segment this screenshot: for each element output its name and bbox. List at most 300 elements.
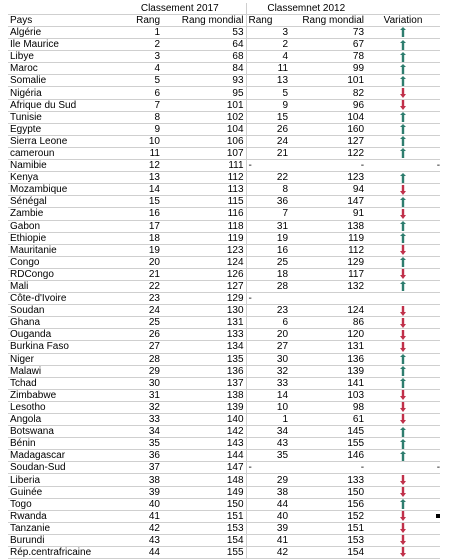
rang-mondial-2017-cell: 154 — [162, 534, 246, 546]
rang-mondial-2012-cell: 103 — [290, 389, 366, 401]
arrow-up-icon — [400, 76, 406, 86]
rang-mondial-2017-cell: 115 — [162, 196, 246, 208]
country-cell: Egypte — [8, 123, 114, 135]
country-cell: Tunisie — [8, 111, 114, 123]
country-cell: Tchad — [8, 377, 114, 389]
table-row — [8, 522, 440, 534]
variation-cell — [366, 147, 440, 159]
variation-cell — [366, 341, 440, 353]
rang-mondial-2012-cell: 141 — [290, 377, 366, 389]
variation-cell — [366, 196, 440, 208]
rang-mondial-2017-cell: 130 — [162, 305, 246, 317]
rang-mondial-2017-cell: 124 — [162, 256, 246, 268]
table-row — [8, 256, 440, 268]
rang-mondial-2012-cell: 139 — [290, 365, 366, 377]
rang-2017-cell: 14 — [114, 184, 162, 196]
table-row — [8, 317, 440, 329]
rang-mondial-2017-cell: 53 — [162, 27, 246, 39]
rang-mondial-2017-cell: 112 — [162, 172, 246, 184]
country-cell: Gabon — [8, 220, 114, 232]
arrow-up-icon — [400, 173, 406, 183]
rang-mondial-2012-cell: 101 — [290, 75, 366, 87]
rang-2017-cell: 39 — [114, 486, 162, 498]
country-cell: Sierra Leone — [8, 135, 114, 147]
rang-2012-cell: 35 — [246, 450, 290, 462]
rang-mondial-2012-cell: 150 — [290, 486, 366, 498]
table-row — [8, 474, 440, 486]
rang-mondial-2012-cell: 98 — [290, 401, 366, 413]
rang-mondial-2012-cell: 138 — [290, 220, 366, 232]
rang-mondial-2017-cell: 133 — [162, 329, 246, 341]
arrow-up-icon — [400, 281, 406, 291]
rang-mondial-2017-cell: 148 — [162, 474, 246, 486]
ranking-table — [8, 3, 440, 559]
table-row — [8, 39, 440, 51]
rang-mondial-2017-cell: 138 — [162, 389, 246, 401]
arrow-up-icon — [400, 439, 406, 449]
rang-mondial-2012-cell: 122 — [290, 147, 366, 159]
country-cell: Tanzanie — [8, 522, 114, 534]
rang-mondial-2017-cell: 64 — [162, 39, 246, 51]
variation-cell — [366, 547, 440, 559]
country-cell: Mali — [8, 280, 114, 292]
header-rang-2017: Rang — [114, 15, 162, 27]
rang-mondial-2017-cell: 131 — [162, 317, 246, 329]
rang-mondial-2017-cell: 139 — [162, 401, 246, 413]
variation-cell — [366, 329, 440, 341]
country-cell: Rwanda — [8, 510, 114, 522]
arrow-up-icon — [400, 378, 406, 388]
rang-mondial-2017-cell: 68 — [162, 51, 246, 63]
table-row — [8, 498, 440, 510]
rang-2017-cell: 16 — [114, 208, 162, 220]
arrow-down-icon — [400, 245, 406, 255]
rang-mondial-2012-cell: 132 — [290, 280, 366, 292]
rang-mondial-2017-cell: 95 — [162, 87, 246, 99]
rang-mondial-2017-cell: 135 — [162, 353, 246, 365]
table-row — [8, 280, 440, 292]
country-cell: Zimbabwe — [8, 389, 114, 401]
rang-mondial-2012-cell: 131 — [290, 341, 366, 353]
variation-cell — [366, 293, 440, 305]
country-cell: Libye — [8, 51, 114, 63]
country-cell: Angola — [8, 414, 114, 426]
country-cell: Liberia — [8, 474, 114, 486]
rang-2017-cell: 11 — [114, 147, 162, 159]
rang-2017-cell: 13 — [114, 172, 162, 184]
rang-mondial-2017-cell: 119 — [162, 232, 246, 244]
variation-cell — [366, 498, 440, 510]
corner-mark — [436, 514, 440, 518]
table-row — [8, 160, 440, 172]
table-row — [8, 123, 440, 135]
rang-2017-cell: 30 — [114, 377, 162, 389]
rang-mondial-2017-cell: 136 — [162, 365, 246, 377]
rang-mondial-2012-cell: 86 — [290, 317, 366, 329]
country-cell: Malawi — [8, 365, 114, 377]
arrow-up-icon — [400, 112, 406, 122]
rang-mondial-2012-cell: 123 — [290, 172, 366, 184]
table-row — [8, 401, 440, 413]
rang-2017-cell: 6 — [114, 87, 162, 99]
table-row — [8, 27, 440, 39]
rang-2017-cell: 21 — [114, 268, 162, 280]
table-row — [8, 293, 440, 305]
rang-2012-cell: 2 — [246, 39, 290, 51]
country-cell: Ethiopie — [8, 232, 114, 244]
country-cell: Maroc — [8, 63, 114, 75]
arrow-up-icon — [400, 148, 406, 158]
rang-2012-cell: - — [246, 160, 290, 172]
rang-mondial-2017-cell: 106 — [162, 135, 246, 147]
table-row — [8, 232, 440, 244]
rang-2012-cell: 25 — [246, 256, 290, 268]
rang-2012-cell: 43 — [246, 438, 290, 450]
rang-2017-cell: 32 — [114, 401, 162, 413]
rang-2012-cell: 10 — [246, 401, 290, 413]
rang-2012-cell: 32 — [246, 365, 290, 377]
rang-2017-cell: 2 — [114, 39, 162, 51]
rang-mondial-2017-cell: 126 — [162, 268, 246, 280]
variation-cell — [366, 317, 440, 329]
variation-cell — [366, 75, 440, 87]
rang-2017-cell: 38 — [114, 474, 162, 486]
rang-2017-cell: 31 — [114, 389, 162, 401]
rang-2012-cell: 41 — [246, 534, 290, 546]
rang-2012-cell: 28 — [246, 280, 290, 292]
variation-cell — [366, 87, 440, 99]
country-cell: Ouganda — [8, 329, 114, 341]
rang-mondial-2017-cell: 104 — [162, 123, 246, 135]
rang-2012-cell: 1 — [246, 414, 290, 426]
rang-2012-cell: 19 — [246, 232, 290, 244]
rang-2017-cell: 17 — [114, 220, 162, 232]
header-empty-cell — [8, 3, 114, 15]
rang-2017-cell: 12 — [114, 160, 162, 172]
rang-2012-cell: 42 — [246, 547, 290, 559]
country-cell: Kenya — [8, 172, 114, 184]
rang-2012-cell: 11 — [246, 63, 290, 75]
country-cell: Côte-d'Ivoire — [8, 293, 114, 305]
table-row — [8, 438, 440, 450]
rang-mondial-2012-cell: 94 — [290, 184, 366, 196]
table-row — [8, 462, 440, 474]
variation-cell — [366, 51, 440, 63]
table-row — [8, 63, 440, 75]
rang-mondial-2017-cell: 129 — [162, 293, 246, 305]
rang-2012-cell: - — [246, 293, 290, 305]
country-cell: Zambie — [8, 208, 114, 220]
variation-cell — [366, 377, 440, 389]
rang-mondial-2017-cell: 140 — [162, 414, 246, 426]
country-cell: Soudan — [8, 305, 114, 317]
variation-cell — [366, 534, 440, 546]
arrow-down-icon — [400, 209, 406, 219]
table-row — [8, 196, 440, 208]
rang-mondial-2012-cell: 104 — [290, 111, 366, 123]
country-cell: Nigéria — [8, 87, 114, 99]
arrow-down-icon — [400, 390, 406, 400]
rang-mondial-2012-cell: 127 — [290, 135, 366, 147]
rang-2012-cell: - — [246, 462, 290, 474]
rang-mondial-2017-cell: 151 — [162, 510, 246, 522]
arrow-down-icon — [400, 402, 406, 412]
country-cell: Guinée — [8, 486, 114, 498]
rang-2012-cell: 26 — [246, 123, 290, 135]
rang-mondial-2017-cell: 155 — [162, 547, 246, 559]
rang-2012-cell: 39 — [246, 522, 290, 534]
rang-mondial-2012-cell: 91 — [290, 208, 366, 220]
rang-mondial-2012-cell: 136 — [290, 353, 366, 365]
country-cell: Madagascar — [8, 450, 114, 462]
country-cell: Botswana — [8, 426, 114, 438]
rang-2012-cell: 23 — [246, 305, 290, 317]
arrow-up-icon — [400, 27, 406, 37]
variation-cell — [366, 268, 440, 280]
variation-cell — [366, 244, 440, 256]
rang-2017-cell: 36 — [114, 450, 162, 462]
country-cell: Burkina Faso — [8, 341, 114, 353]
rang-mondial-2012-cell: - — [290, 160, 366, 172]
rang-mondial-2017-cell: 116 — [162, 208, 246, 220]
rang-2012-cell: 38 — [246, 486, 290, 498]
country-cell: Somalie — [8, 75, 114, 87]
arrow-down-icon — [400, 475, 406, 485]
rang-mondial-2017-cell: 149 — [162, 486, 246, 498]
country-cell: Sénégal — [8, 196, 114, 208]
country-cell: Mauritanie — [8, 244, 114, 256]
variation-cell — [366, 522, 440, 534]
country-cell: Lesotho — [8, 401, 114, 413]
arrow-down-icon — [400, 88, 406, 98]
variation-cell — [366, 184, 440, 196]
table-row — [8, 329, 440, 341]
rang-2012-cell: 13 — [246, 75, 290, 87]
arrow-down-icon — [400, 306, 406, 316]
rang-2012-cell: 27 — [246, 341, 290, 353]
arrow-down-icon — [400, 269, 406, 279]
variation-cell — [366, 63, 440, 75]
rang-2012-cell: 6 — [246, 317, 290, 329]
rang-mondial-2017-cell: 111 — [162, 160, 246, 172]
rang-2012-cell: 40 — [246, 510, 290, 522]
table-row — [8, 377, 440, 389]
rang-2017-cell: 33 — [114, 414, 162, 426]
arrow-down-icon — [400, 547, 406, 557]
rang-mondial-2017-cell: 113 — [162, 184, 246, 196]
rang-2012-cell: 22 — [246, 172, 290, 184]
rang-2012-cell: 15 — [246, 111, 290, 123]
arrow-up-icon — [400, 124, 406, 134]
country-cell: RDCongo — [8, 268, 114, 280]
arrow-down-icon — [400, 414, 406, 424]
header-variation: Variation — [366, 15, 440, 27]
table-row — [8, 75, 440, 87]
country-cell: cameroun — [8, 147, 114, 159]
rang-mondial-2012-cell: 155 — [290, 438, 366, 450]
rang-mondial-2012-cell: 67 — [290, 39, 366, 51]
country-cell: Burundi — [8, 534, 114, 546]
rang-mondial-2017-cell: 144 — [162, 450, 246, 462]
rang-mondial-2012-cell: 129 — [290, 256, 366, 268]
rang-mondial-2017-cell: 93 — [162, 75, 246, 87]
rang-2012-cell: 44 — [246, 498, 290, 510]
variation-cell — [366, 353, 440, 365]
rang-mondial-2012-cell: 151 — [290, 522, 366, 534]
variation-cell — [366, 486, 440, 498]
rang-mondial-2012-cell: 154 — [290, 547, 366, 559]
table-row — [8, 87, 440, 99]
rang-2017-cell: 26 — [114, 329, 162, 341]
rang-2012-cell: 9 — [246, 99, 290, 111]
rang-mondial-2017-cell: 101 — [162, 99, 246, 111]
table-row — [8, 51, 440, 63]
variation-cell — [366, 220, 440, 232]
variation-cell — [366, 172, 440, 184]
rang-mondial-2012-cell: 145 — [290, 426, 366, 438]
rang-2012-cell: 21 — [246, 147, 290, 159]
rang-mondial-2017-cell: 147 — [162, 462, 246, 474]
country-cell: Afrique du Sud — [8, 99, 114, 111]
arrow-up-icon — [400, 354, 406, 364]
table-row — [8, 172, 440, 184]
rang-mondial-2012-cell: 117 — [290, 268, 366, 280]
arrow-up-icon — [400, 136, 406, 146]
rang-2012-cell: 30 — [246, 353, 290, 365]
rang-2012-cell: 8 — [246, 184, 290, 196]
variation-cell — [366, 232, 440, 244]
rang-2017-cell: 41 — [114, 510, 162, 522]
rang-mondial-2017-cell: 150 — [162, 498, 246, 510]
rang-2012-cell: 5 — [246, 87, 290, 99]
table-row — [8, 450, 440, 462]
rang-2012-cell: 20 — [246, 329, 290, 341]
rang-mondial-2012-cell: 96 — [290, 99, 366, 111]
rang-mondial-2012-cell — [290, 293, 366, 305]
rang-mondial-2017-cell: 142 — [162, 426, 246, 438]
variation-cell — [366, 426, 440, 438]
country-cell: Algérie — [8, 27, 114, 39]
rang-mondial-2012-cell: 73 — [290, 27, 366, 39]
rang-2017-cell: 35 — [114, 438, 162, 450]
arrow-down-icon — [400, 318, 406, 328]
country-cell: Congo — [8, 256, 114, 268]
arrow-down-icon — [400, 523, 406, 533]
variation-cell — [366, 474, 440, 486]
rang-2017-cell: 23 — [114, 293, 162, 305]
table-row — [8, 365, 440, 377]
variation-cell: - — [366, 160, 440, 172]
table-row — [8, 111, 440, 123]
rang-2017-cell: 24 — [114, 305, 162, 317]
variation-cell — [366, 39, 440, 51]
variation-cell — [366, 208, 440, 220]
table-row — [8, 389, 440, 401]
table-row — [8, 99, 440, 111]
arrow-up-icon — [400, 64, 406, 74]
rang-2012-cell: 24 — [246, 135, 290, 147]
variation-cell — [366, 111, 440, 123]
rang-2017-cell: 34 — [114, 426, 162, 438]
rang-2017-cell: 28 — [114, 353, 162, 365]
header-pays: Pays — [8, 15, 114, 27]
arrow-up-icon — [400, 221, 406, 231]
arrow-up-icon — [400, 52, 406, 62]
arrow-up-icon — [400, 233, 406, 243]
rang-2017-cell: 27 — [114, 341, 162, 353]
arrow-up-icon — [400, 499, 406, 509]
header-classement-2012: Classemnet 2012 — [246, 3, 366, 15]
rang-2017-cell: 37 — [114, 462, 162, 474]
table-row — [8, 486, 440, 498]
rang-mondial-2017-cell: 137 — [162, 377, 246, 389]
rang-mondial-2012-cell: 124 — [290, 305, 366, 317]
table-row — [8, 220, 440, 232]
rang-2017-cell: 5 — [114, 75, 162, 87]
rang-2017-cell: 8 — [114, 111, 162, 123]
variation-cell — [366, 450, 440, 462]
variation-cell — [366, 389, 440, 401]
table-row — [8, 305, 440, 317]
rang-mondial-2012-cell: 120 — [290, 329, 366, 341]
rang-2012-cell: 4 — [246, 51, 290, 63]
rang-2017-cell: 44 — [114, 547, 162, 559]
rang-2017-cell: 29 — [114, 365, 162, 377]
rang-2012-cell: 34 — [246, 426, 290, 438]
variation-cell — [366, 401, 440, 413]
rang-mondial-2017-cell: 143 — [162, 438, 246, 450]
table-row — [8, 534, 440, 546]
arrow-down-icon — [400, 535, 406, 545]
arrow-down-icon — [400, 330, 406, 340]
rang-2012-cell: 7 — [246, 208, 290, 220]
variation-cell — [366, 99, 440, 111]
rang-mondial-2012-cell: 146 — [290, 450, 366, 462]
rang-mondial-2017-cell: 102 — [162, 111, 246, 123]
table-row — [8, 268, 440, 280]
rang-2017-cell: 18 — [114, 232, 162, 244]
rang-2017-cell: 1 — [114, 27, 162, 39]
country-cell: Mozambique — [8, 184, 114, 196]
country-cell: Niger — [8, 353, 114, 365]
table-row — [8, 414, 440, 426]
header-row-groups — [8, 3, 440, 15]
variation-cell — [366, 280, 440, 292]
rang-mondial-2012-cell: 119 — [290, 232, 366, 244]
rang-mondial-2012-cell: 112 — [290, 244, 366, 256]
header-rang-2012: Rang — [246, 15, 290, 27]
variation-cell — [366, 135, 440, 147]
rang-2012-cell: 36 — [246, 196, 290, 208]
rang-mondial-2012-cell: - — [290, 462, 366, 474]
rang-2017-cell: 25 — [114, 317, 162, 329]
rang-mondial-2012-cell: 147 — [290, 196, 366, 208]
arrow-down-icon — [400, 511, 406, 521]
rang-2012-cell: 14 — [246, 389, 290, 401]
rang-2017-cell: 20 — [114, 256, 162, 268]
variation-cell — [366, 365, 440, 377]
variation-cell — [366, 414, 440, 426]
arrow-up-icon — [400, 427, 406, 437]
rang-mondial-2012-cell: 160 — [290, 123, 366, 135]
arrow-down-icon — [400, 185, 406, 195]
country-cell: Namibie — [8, 160, 114, 172]
arrow-down-icon — [400, 487, 406, 497]
rang-2017-cell: 22 — [114, 280, 162, 292]
rang-mondial-2017-cell: 123 — [162, 244, 246, 256]
rang-mondial-2017-cell: 118 — [162, 220, 246, 232]
rang-2017-cell: 15 — [114, 196, 162, 208]
